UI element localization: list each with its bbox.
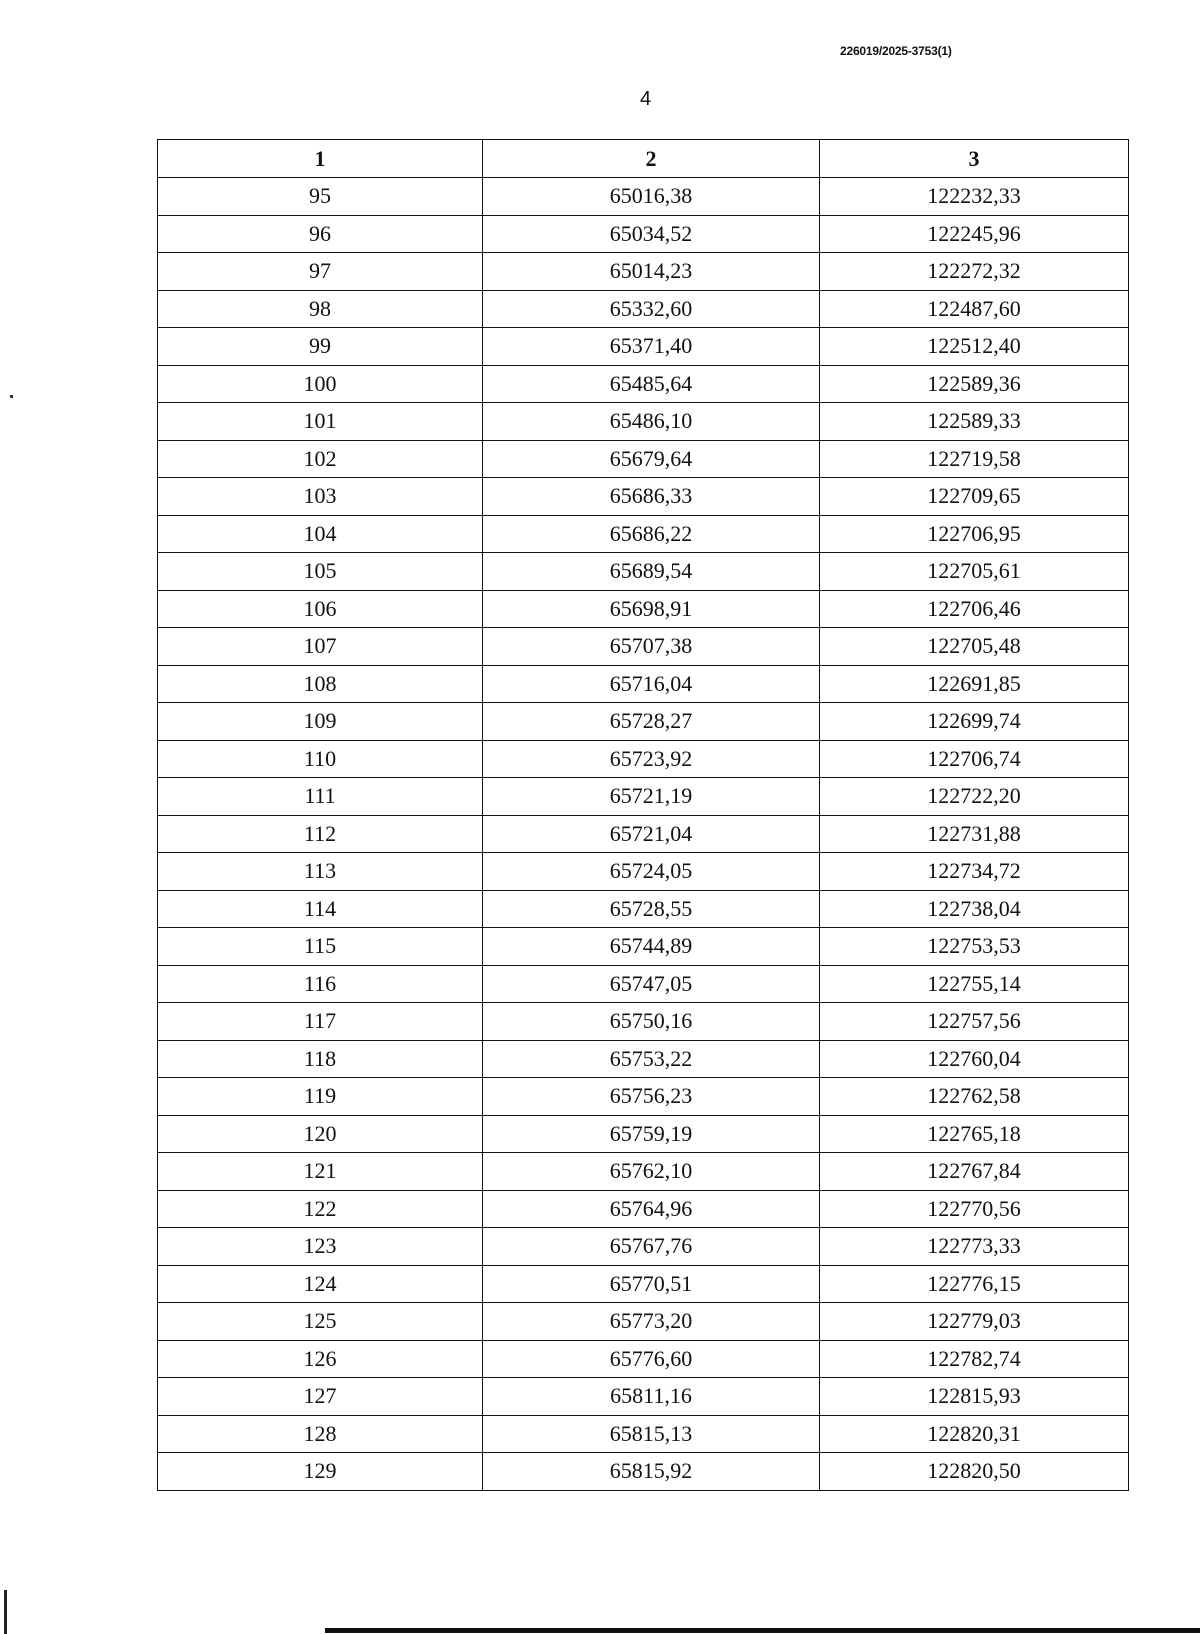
table-row [158, 553, 1129, 591]
y-coordinate-cell: 122705,61 [820, 553, 1129, 591]
y-coordinate-cell: 122779,03 [820, 1303, 1129, 1341]
y-coordinate-cell: 122820,31 [820, 1415, 1129, 1453]
scan-bottom-line [325, 1628, 1200, 1633]
point-number-cell: 112 [158, 815, 483, 853]
x-coordinate-cell: 65776,60 [483, 1340, 820, 1378]
table-row [158, 1190, 1129, 1228]
x-coordinate-cell: 65759,19 [483, 1115, 820, 1153]
table-row [158, 590, 1129, 628]
x-coordinate-cell: 65686,33 [483, 478, 820, 516]
y-coordinate-cell: 122762,58 [820, 1078, 1129, 1116]
x-coordinate-cell: 65485,64 [483, 365, 820, 403]
y-coordinate-cell: 122820,50 [820, 1453, 1129, 1491]
x-coordinate-cell: 65728,27 [483, 703, 820, 741]
y-coordinate-cell: 122776,15 [820, 1265, 1129, 1303]
table-row [158, 778, 1129, 816]
point-number-cell: 118 [158, 1040, 483, 1078]
point-number-cell: 98 [158, 290, 483, 328]
table-row [158, 1340, 1129, 1378]
point-number-cell: 123 [158, 1228, 483, 1266]
y-coordinate-cell: 122734,72 [820, 853, 1129, 891]
x-coordinate-cell: 65698,91 [483, 590, 820, 628]
table-row [158, 215, 1129, 253]
table-row [158, 1115, 1129, 1153]
y-coordinate-cell: 122706,95 [820, 515, 1129, 553]
point-number-cell: 115 [158, 928, 483, 966]
point-number-cell: 97 [158, 253, 483, 291]
point-number-cell: 124 [158, 1265, 483, 1303]
point-number-cell: 106 [158, 590, 483, 628]
table-row [158, 965, 1129, 1003]
page-number: 4 [640, 88, 652, 110]
column-header: 2 [483, 140, 820, 178]
table-row [158, 740, 1129, 778]
table-row [158, 665, 1129, 703]
point-number-cell: 129 [158, 1453, 483, 1491]
table-row [158, 1078, 1129, 1116]
y-coordinate-cell: 122782,74 [820, 1340, 1129, 1378]
table-row [158, 478, 1129, 516]
x-coordinate-cell: 65767,76 [483, 1228, 820, 1266]
table-row [158, 703, 1129, 741]
x-coordinate-cell: 65016,38 [483, 178, 820, 216]
point-number-cell: 100 [158, 365, 483, 403]
point-number-cell: 116 [158, 965, 483, 1003]
x-coordinate-cell: 65707,38 [483, 628, 820, 666]
point-number-cell: 128 [158, 1415, 483, 1453]
y-coordinate-cell: 122512,40 [820, 328, 1129, 366]
x-coordinate-cell: 65486,10 [483, 403, 820, 441]
table-row [158, 365, 1129, 403]
y-coordinate-cell: 122719,58 [820, 440, 1129, 478]
point-number-cell: 110 [158, 740, 483, 778]
table-row [158, 1040, 1129, 1078]
x-coordinate-cell: 65689,54 [483, 553, 820, 591]
x-coordinate-cell: 65770,51 [483, 1265, 820, 1303]
y-coordinate-cell: 122705,48 [820, 628, 1129, 666]
x-coordinate-cell: 65723,92 [483, 740, 820, 778]
point-number-cell: 121 [158, 1153, 483, 1191]
y-coordinate-cell: 122706,46 [820, 590, 1129, 628]
point-number-cell: 120 [158, 1115, 483, 1153]
y-coordinate-cell: 122709,65 [820, 478, 1129, 516]
table-row [158, 815, 1129, 853]
point-number-cell: 99 [158, 328, 483, 366]
y-coordinate-cell: 122722,20 [820, 778, 1129, 816]
table-row [158, 1453, 1129, 1491]
y-coordinate-cell: 122755,14 [820, 965, 1129, 1003]
x-coordinate-cell: 65724,05 [483, 853, 820, 891]
y-coordinate-cell: 122757,56 [820, 1003, 1129, 1041]
table-row [158, 440, 1129, 478]
x-coordinate-cell: 65014,23 [483, 253, 820, 291]
y-coordinate-cell: 122487,60 [820, 290, 1129, 328]
x-coordinate-cell: 65815,13 [483, 1415, 820, 1453]
table-row [158, 290, 1129, 328]
document-number: 226019/2025-3753(1) [840, 44, 952, 58]
table-row [158, 253, 1129, 291]
table-row [158, 1378, 1129, 1416]
x-coordinate-cell: 65721,19 [483, 778, 820, 816]
y-coordinate-cell: 122245,96 [820, 215, 1129, 253]
table-row [158, 515, 1129, 553]
point-number-cell: 109 [158, 703, 483, 741]
table-row [158, 853, 1129, 891]
point-number-cell: 103 [158, 478, 483, 516]
column-header: 1 [158, 140, 483, 178]
table-row [158, 328, 1129, 366]
table-row [158, 178, 1129, 216]
table-header-row [158, 140, 1129, 178]
scan-mark [10, 395, 13, 398]
x-coordinate-cell: 65332,60 [483, 290, 820, 328]
point-number-cell: 119 [158, 1078, 483, 1116]
x-coordinate-cell: 65764,96 [483, 1190, 820, 1228]
point-number-cell: 102 [158, 440, 483, 478]
y-coordinate-cell: 122815,93 [820, 1378, 1129, 1416]
table-row [158, 1228, 1129, 1266]
table-row [158, 1003, 1129, 1041]
table-row [158, 1303, 1129, 1341]
point-number-cell: 108 [158, 665, 483, 703]
x-coordinate-cell: 65753,22 [483, 1040, 820, 1078]
y-coordinate-cell: 122589,33 [820, 403, 1129, 441]
x-coordinate-cell: 65750,16 [483, 1003, 820, 1041]
y-coordinate-cell: 122731,88 [820, 815, 1129, 853]
table-row [158, 1415, 1129, 1453]
y-coordinate-cell: 122767,84 [820, 1153, 1129, 1191]
point-number-cell: 126 [158, 1340, 483, 1378]
table-body [158, 178, 1129, 1491]
x-coordinate-cell: 65716,04 [483, 665, 820, 703]
y-coordinate-cell: 122765,18 [820, 1115, 1129, 1153]
table-row [158, 1153, 1129, 1191]
point-number-cell: 104 [158, 515, 483, 553]
x-coordinate-cell: 65034,52 [483, 215, 820, 253]
y-coordinate-cell: 122760,04 [820, 1040, 1129, 1078]
point-number-cell: 101 [158, 403, 483, 441]
y-coordinate-cell: 122232,33 [820, 178, 1129, 216]
x-coordinate-cell: 65721,04 [483, 815, 820, 853]
y-coordinate-cell: 122691,85 [820, 665, 1129, 703]
point-number-cell: 95 [158, 178, 483, 216]
x-coordinate-cell: 65744,89 [483, 928, 820, 966]
y-coordinate-cell: 122753,53 [820, 928, 1129, 966]
scan-edge-mark [4, 1590, 7, 1634]
y-coordinate-cell: 122770,56 [820, 1190, 1129, 1228]
coordinates-table [157, 139, 1129, 1491]
x-coordinate-cell: 65686,22 [483, 515, 820, 553]
y-coordinate-cell: 122738,04 [820, 890, 1129, 928]
point-number-cell: 113 [158, 853, 483, 891]
x-coordinate-cell: 65728,55 [483, 890, 820, 928]
point-number-cell: 107 [158, 628, 483, 666]
x-coordinate-cell: 65371,40 [483, 328, 820, 366]
x-coordinate-cell: 65756,23 [483, 1078, 820, 1116]
point-number-cell: 117 [158, 1003, 483, 1041]
x-coordinate-cell: 65811,16 [483, 1378, 820, 1416]
point-number-cell: 127 [158, 1378, 483, 1416]
table-row [158, 1265, 1129, 1303]
y-coordinate-cell: 122773,33 [820, 1228, 1129, 1266]
table-row [158, 890, 1129, 928]
point-number-cell: 122 [158, 1190, 483, 1228]
x-coordinate-cell: 65815,92 [483, 1453, 820, 1491]
x-coordinate-cell: 65773,20 [483, 1303, 820, 1341]
x-coordinate-cell: 65762,10 [483, 1153, 820, 1191]
table-row [158, 928, 1129, 966]
point-number-cell: 111 [158, 778, 483, 816]
point-number-cell: 96 [158, 215, 483, 253]
y-coordinate-cell: 122699,74 [820, 703, 1129, 741]
y-coordinate-cell: 122272,32 [820, 253, 1129, 291]
table-row [158, 403, 1129, 441]
x-coordinate-cell: 65679,64 [483, 440, 820, 478]
x-coordinate-cell: 65747,05 [483, 965, 820, 1003]
point-number-cell: 125 [158, 1303, 483, 1341]
table-row [158, 628, 1129, 666]
point-number-cell: 114 [158, 890, 483, 928]
y-coordinate-cell: 122589,36 [820, 365, 1129, 403]
column-header: 3 [820, 140, 1129, 178]
y-coordinate-cell: 122706,74 [820, 740, 1129, 778]
point-number-cell: 105 [158, 553, 483, 591]
